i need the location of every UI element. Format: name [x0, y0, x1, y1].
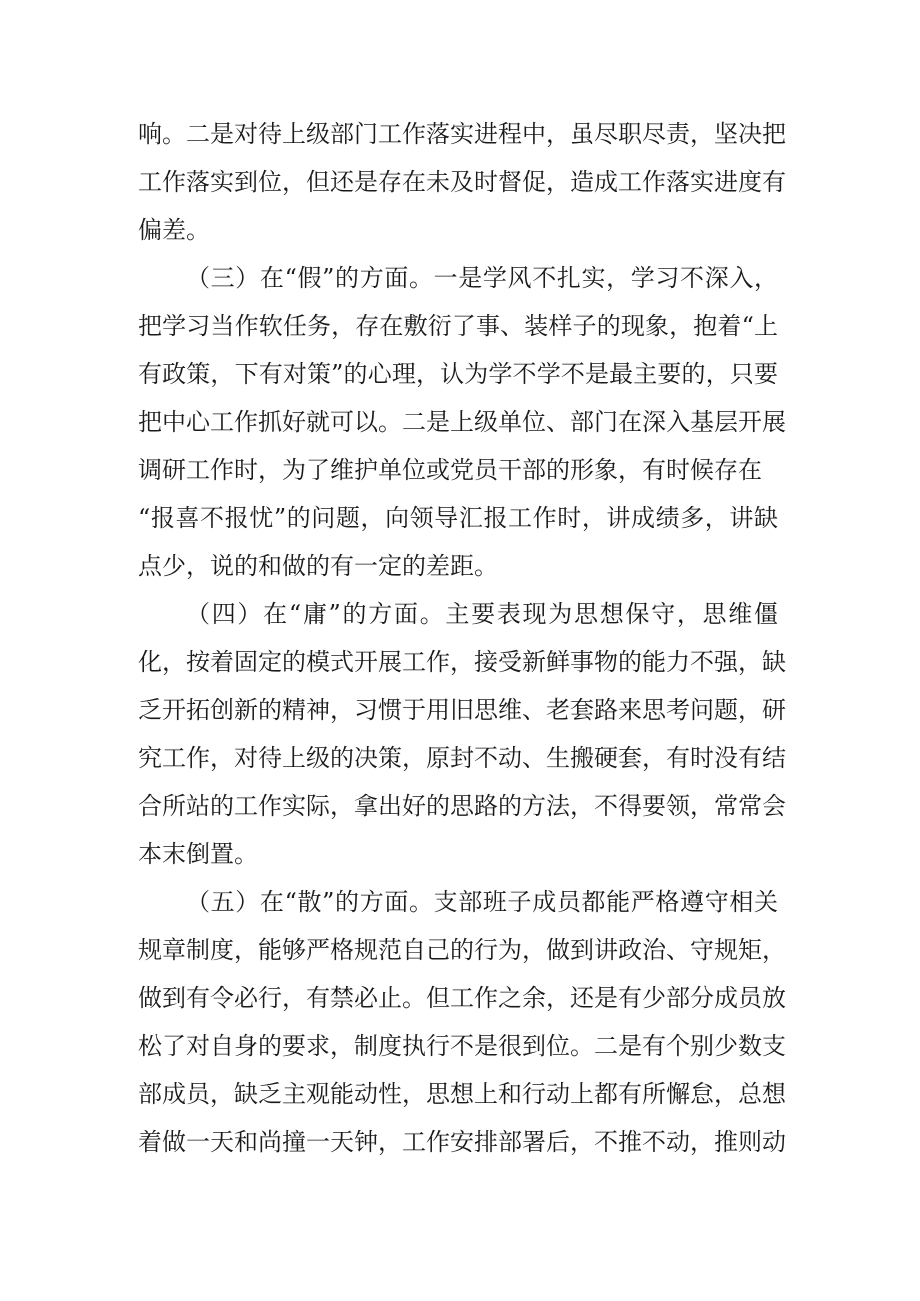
text-line: （五）在“散”的方面。支部班子成员都能严格遵守相关	[186, 888, 778, 916]
text-line: （四）在“庸”的方面。主要表现为思想保守，思维僵	[186, 600, 778, 628]
text-line: 部成员，缺乏主观能动性，思想上和行动上都有所懈怠，总想	[138, 1080, 786, 1108]
text-line: “报喜不报忧”的问题，向领导汇报工作时，讲成绩多，讲缺	[138, 504, 778, 532]
text-line: 偏差。	[138, 216, 210, 244]
text-line: 响。二是对待上级部门工作落实进程中，虽尽职尽责，坚决把	[138, 120, 786, 148]
body-text	[138, 110, 786, 1166]
text-line: 究工作，对待上级的决策，原封不动、生搬硬套，有时没有结	[138, 744, 786, 772]
text-line: 点少，说的和做的有一定的差距。	[138, 552, 498, 580]
text-line: 做到有令必行，有禁必止。但工作之余，还是有少部分成员放	[138, 984, 786, 1012]
text-line: 松了对自身的要求，制度执行不是很到位。二是有个别少数支	[138, 1032, 786, 1060]
text-line: 着做一天和尚撞一天钟，工作安排部署后，不推不动，推则动	[138, 1128, 786, 1156]
text-line: 把学习当作软任务，存在敷衍了事、装样子的现象，抱着“上	[138, 312, 778, 340]
text-line: 乏开拓创新的精神，习惯于用旧思维、老套路来思考问题，研	[138, 696, 786, 724]
text-line: 化，按着固定的模式开展工作，接受新鲜事物的能力不强，缺	[138, 648, 786, 676]
text-line: 本末倒置。	[138, 840, 258, 868]
text-line: 把中心工作抓好就可以。二是上级单位、部门在深入基层开展	[138, 408, 786, 436]
text-line: 工作落实到位，但还是存在未及时督促，造成工作落实进度有	[138, 168, 786, 196]
text-line: 调研工作时，为了维护单位或党员干部的形象，有时候存在	[138, 456, 762, 484]
text-line: 规章制度，能够严格规范自己的行为，做到讲政治、守规矩，	[138, 936, 786, 964]
text-line: 合所站的工作实际，拿出好的思路的方法，不得要领，常常会	[138, 792, 786, 820]
text-line: （三）在“假”的方面。一是学风不扎实，学习不深入，	[186, 264, 778, 292]
text-line: 有政策，下有对策”的心理，认为学不学不是最主要的，只要	[138, 360, 778, 388]
